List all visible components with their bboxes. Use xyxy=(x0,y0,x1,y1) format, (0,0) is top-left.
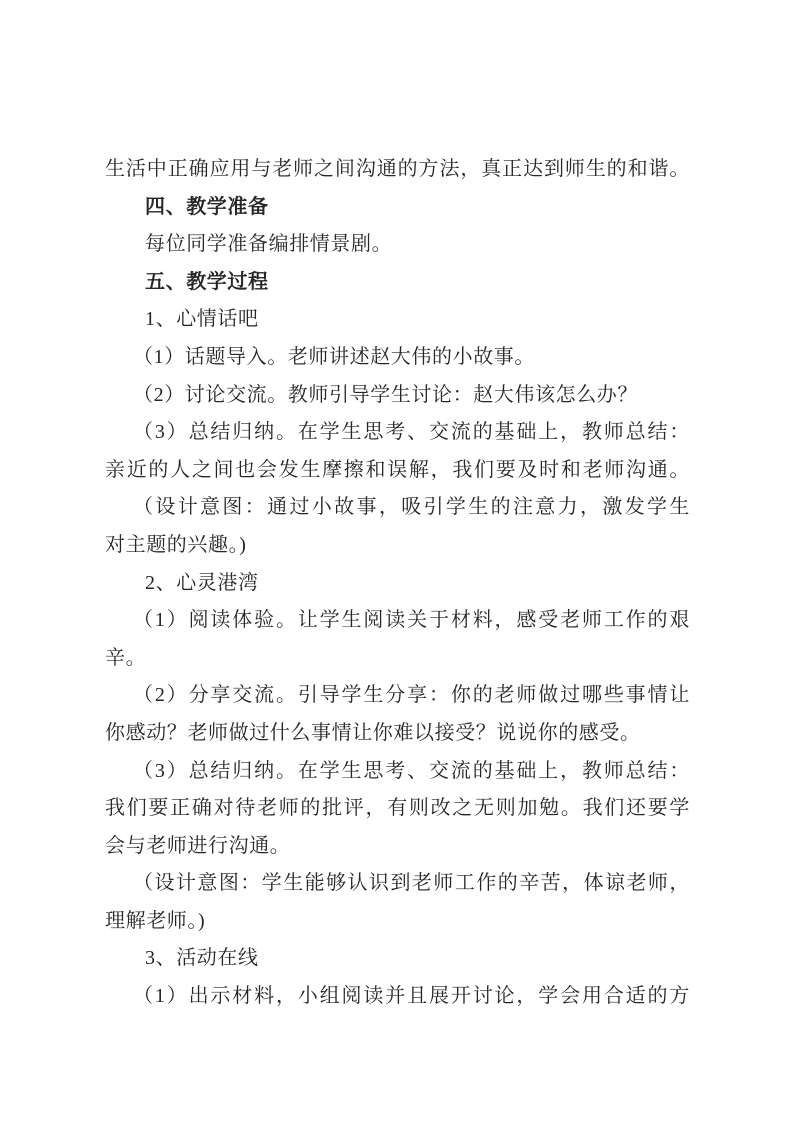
text-line: 对主题的兴趣。) xyxy=(105,533,247,556)
text-line: （2）分享交流。引导学生分享：你的老师做过哪些事情让 xyxy=(133,684,690,707)
text-line: （设计意图：通过小故事，吸引学生的注意力，激发学生 xyxy=(133,496,690,519)
text-line: （3）总结归纳。在学生思考、交流的基础上，教师总结： xyxy=(133,759,690,782)
section-heading: 五、教学过程 xyxy=(145,270,269,293)
text-line: 2、心灵港湾 xyxy=(145,571,259,594)
text-line: 生活中正确应用与老师之间沟通的方法，真正达到师生的和谐。 xyxy=(105,158,690,180)
text-line: 理解老师。) xyxy=(105,909,206,932)
text-line: 1、心情话吧 xyxy=(145,308,259,331)
text-line: （设计意图：学生能够认识到老师工作的辛苦，体谅老师， xyxy=(133,872,690,895)
document-body xyxy=(105,151,690,1016)
text-line: 我们要正确对待老师的批评，有则改之无则加勉。我们还要学 xyxy=(105,797,690,820)
text-line: 你感动？老师做过什么事情让你难以接受？说说你的感受。 xyxy=(105,721,641,744)
text-line: 每位同学准备编排情景剧。 xyxy=(145,233,393,256)
text-line: （2）讨论交流。教师引导学生讨论：赵大伟该怎么办？ xyxy=(133,383,638,406)
text-line: （1）话题导入。老师讲述赵大伟的小故事。 xyxy=(133,345,535,368)
text-line: 辛。 xyxy=(105,646,147,669)
text-line: 亲近的人之间也会发生摩擦和误解，我们要及时和老师沟通。 xyxy=(105,458,690,481)
section-heading: 四、教学准备 xyxy=(145,195,269,218)
text-line: （1）阅读体验。让学生阅读关于材料，感受老师工作的艰 xyxy=(133,609,690,632)
text-line: （3）总结归纳。在学生思考、交流的基础上，教师总结： xyxy=(133,421,690,444)
text-line: 3、活动在线 xyxy=(145,947,259,970)
text-line: （1）出示材料，小组阅读并且展开讨论，学会用合适的方 xyxy=(133,985,690,1008)
text-line: 会与老师进行沟通。 xyxy=(105,834,291,857)
